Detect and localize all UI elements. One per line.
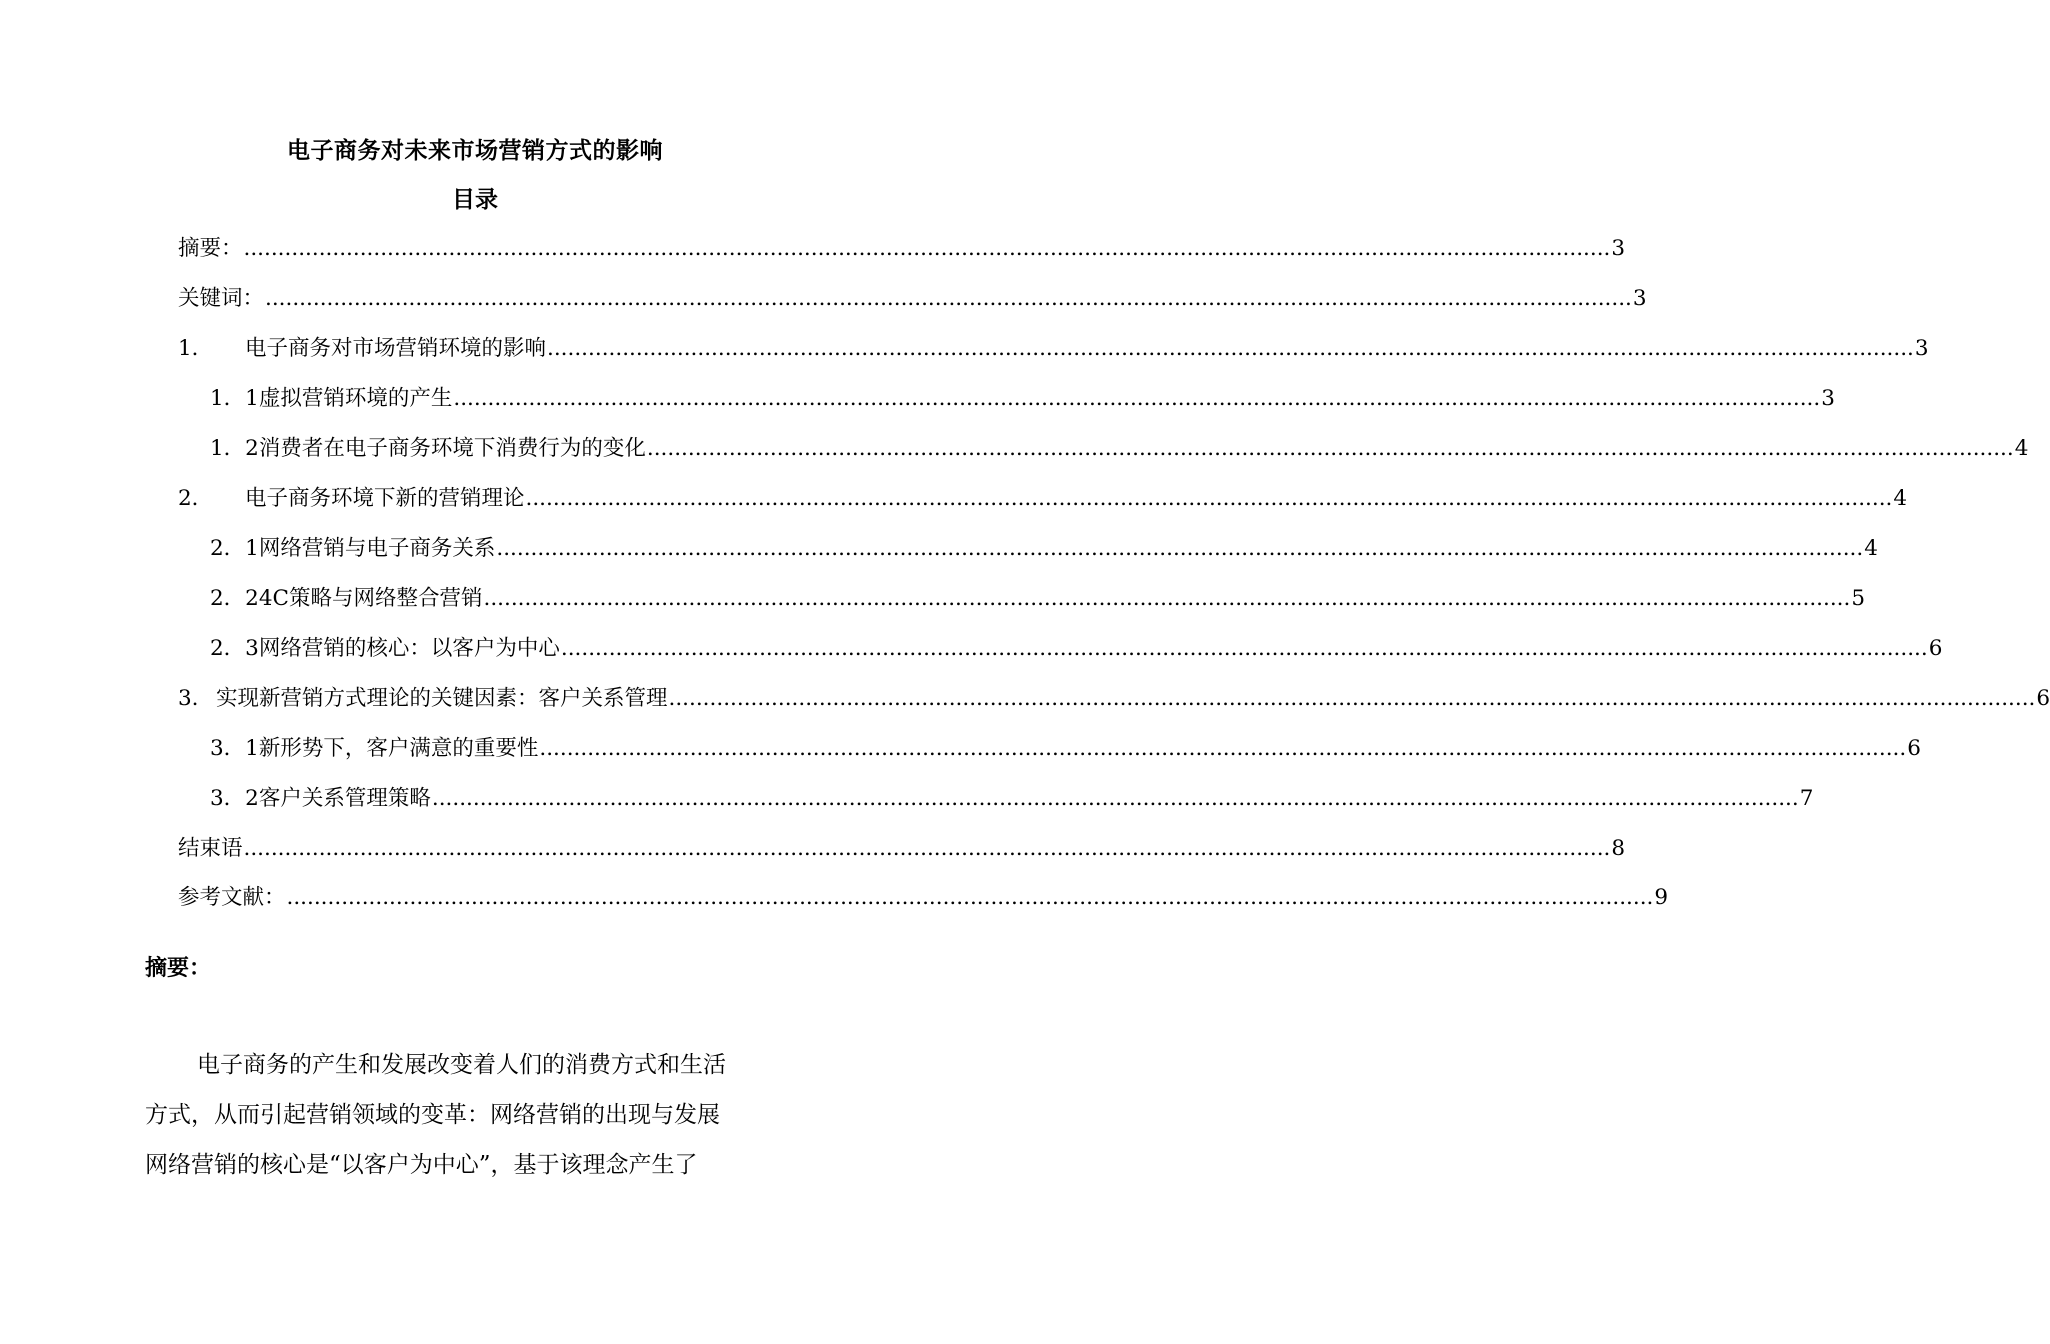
toc-leader-dots: ........................................................................................................................................................................................................ [453, 386, 1821, 411]
toc-entry[interactable] [210, 432, 2029, 466]
toc-entry-number: 3．1 [210, 736, 259, 761]
toc-entry-text: 电子商务环境下新的营销理论 [245, 486, 525, 511]
toc-entry-text: 实现新营销方式理论的关键因素：客户关系管理 [216, 686, 668, 711]
toc-entry-page: 4 [2014, 436, 2029, 461]
toc-entry-page: 6 [2036, 686, 2050, 711]
toc-entry[interactable] [178, 482, 1908, 516]
toc-entry-number: 2．2 [210, 586, 259, 611]
toc-entry[interactable] [178, 232, 1626, 266]
toc-entry-number: 2．1 [210, 536, 259, 561]
toc-entry[interactable] [210, 632, 1943, 666]
toc-entry[interactable] [178, 282, 1647, 316]
toc-leader-dots: ........................................................................................................................................................................................................ [646, 436, 2014, 461]
toc-entry[interactable] [210, 582, 1866, 616]
toc-entry-number: 3．2 [210, 786, 259, 811]
toc-entry-number: 3. [178, 686, 199, 711]
abstract-line: 网络营销的核心是“以客户为中心”，基于该理念产生了 [145, 1152, 698, 1178]
toc-entry-page: 4 [1893, 486, 1908, 511]
toc-entry-number: 1．2 [210, 436, 259, 461]
toc-entry[interactable] [210, 732, 1921, 766]
toc-leader-dots: ........................................................................................................................................................................................................ [560, 636, 1928, 661]
toc-entry-page: 3 [1632, 286, 1647, 311]
abstract-body [145, 1040, 810, 1190]
abstract-line: 电子商务的产生和发展改变着人们的消费方式和生活 [197, 1052, 726, 1078]
toc-entry-page: 3 [1611, 236, 1626, 261]
toc-entry-page: 6 [1907, 736, 1921, 761]
toc-entry-text: 结束语 [178, 836, 243, 861]
toc-leader-dots: ........................................................................................................................................................................................................ [265, 286, 1632, 311]
toc-leader-dots: ........................................................................................................................................................................................................ [668, 686, 2036, 711]
toc-leader-dots: ........................................................................................................................................................................................................ [431, 786, 1799, 811]
toc-entry-page: 7 [1799, 786, 1814, 811]
toc-entry[interactable] [210, 532, 1878, 566]
toc-entry[interactable] [178, 832, 1626, 866]
toc-entry-number: 2．3 [210, 636, 259, 661]
toc-leader-dots: ........................................................................................................................................................................................................ [243, 836, 1611, 861]
toc-leader-dots: ........................................................................................................................................................................................................ [547, 336, 1914, 361]
toc-entry-text: 关键词： [178, 286, 265, 311]
toc-entry-text: 参考文献： [178, 885, 286, 910]
toc-entry-text: 客户关系管理策略 [258, 786, 431, 811]
toc-heading: 目录 [452, 186, 498, 213]
abstract-line: 方式，从而引起营销领域的变革：网络营销的出现与发展 [145, 1102, 720, 1128]
toc-entry-number: 1． [178, 336, 214, 361]
toc-entry[interactable] [178, 332, 1929, 366]
toc-entry-page: 4 [1864, 536, 1878, 561]
toc-entry-page: 9 [1654, 885, 1669, 910]
toc-leader-dots: ........................................................................................................................................................................................................ [286, 885, 1654, 910]
toc-entry-page: 6 [1928, 636, 1943, 661]
toc-entry-text: 电子商务对市场营销环境的影响 [245, 336, 547, 361]
toc-entry-text: 新形势下，客户满意的重要性 [258, 736, 539, 761]
toc-leader-dots: ........................................................................................................................................................................................................ [483, 586, 1851, 611]
toc-entry[interactable] [178, 881, 1669, 915]
toc-entry-page: 8 [1611, 836, 1626, 861]
toc-leader-dots: ........................................................................................................................................................................................................ [539, 736, 1907, 761]
toc-entry-text: 摘要： [178, 236, 243, 261]
toc-entry[interactable] [178, 682, 2050, 716]
toc-entry-text: 消费者在电子商务环境下消费行为的变化 [258, 436, 646, 461]
toc-entry-text: 网络营销与电子商务关系 [258, 536, 496, 561]
toc-entry-number: 2． [178, 486, 214, 511]
toc-entry[interactable] [210, 382, 1835, 416]
toc-entry[interactable] [210, 782, 1814, 816]
toc-entry-text: 4C策略与网络整合营销 [258, 586, 483, 611]
toc-entry-text: 虚拟营销环境的产生 [258, 386, 453, 411]
document-title: 电子商务对未来市场营销方式的影响 [287, 137, 663, 164]
toc-entry-page: 3 [1914, 336, 1929, 361]
toc-leader-dots: ........................................................................................................................................................................................................ [243, 236, 1611, 261]
abstract-heading: 摘要： [145, 955, 212, 981]
toc-entry-number: 1．1 [210, 386, 259, 411]
toc-leader-dots: ........................................................................................................................................................................................................ [525, 486, 1893, 511]
toc-leader-dots: ........................................................................................................................................................................................................ [496, 536, 1864, 561]
toc-entry-text: 网络营销的核心：以客户为中心 [258, 636, 560, 661]
toc-entry-page: 3 [1821, 386, 1835, 411]
toc-entry-page: 5 [1851, 586, 1866, 611]
